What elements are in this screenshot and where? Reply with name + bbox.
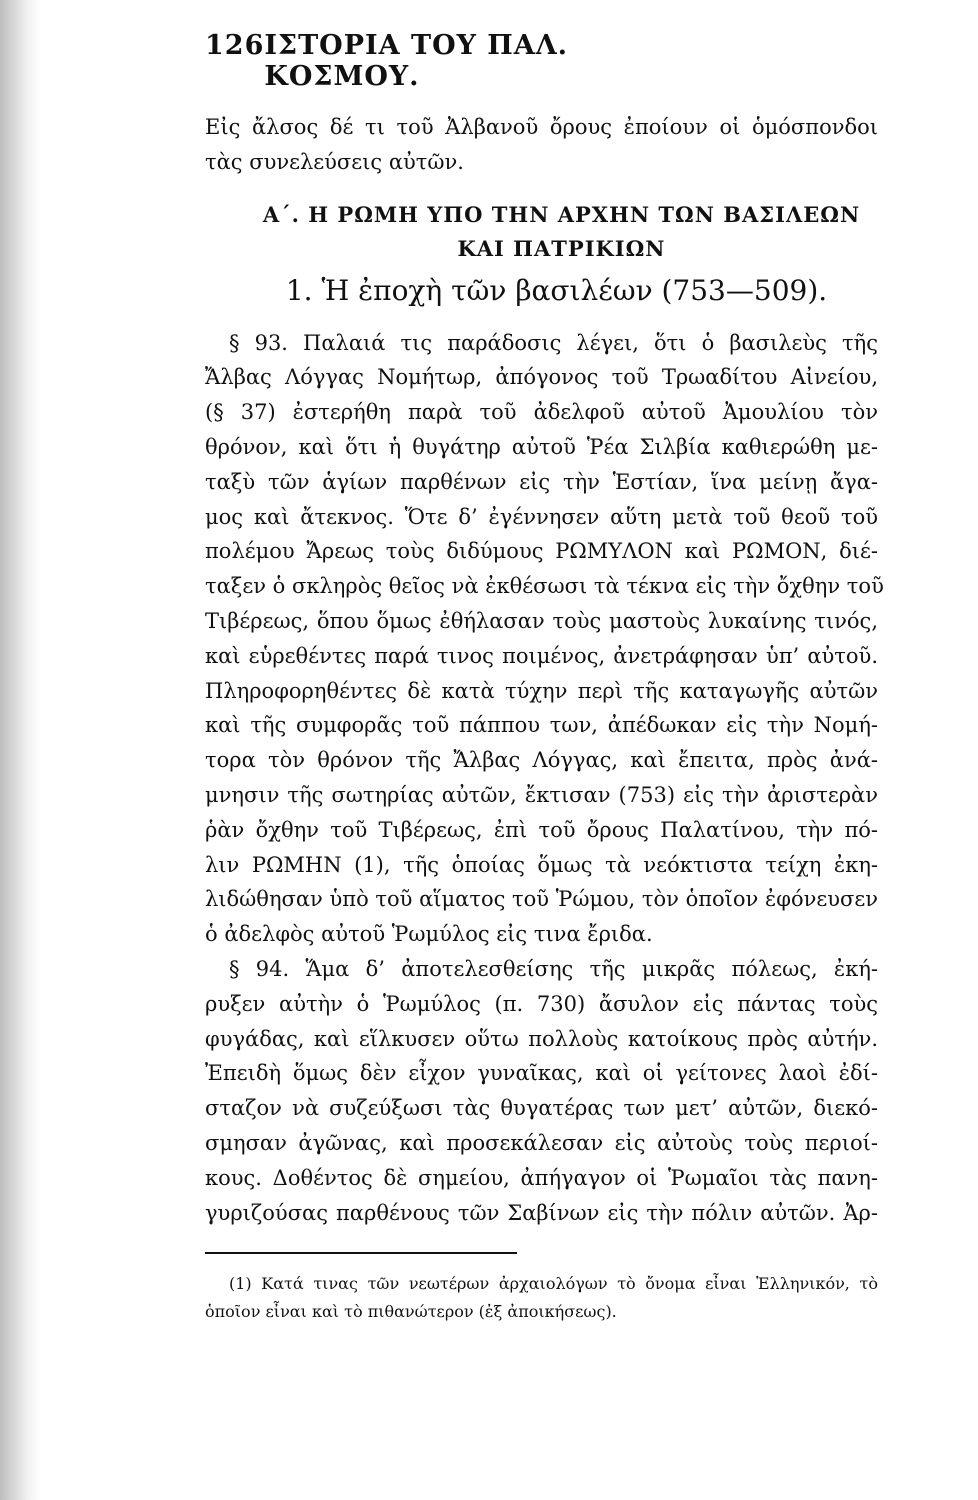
text-line: σμησαν ἀγῶνας, καὶ προσεκάλεσαν εἰς αὐτοὺς τοὺς περιοί- bbox=[205, 1130, 878, 1155]
text-line: ῥὰν ὄχθην τοῦ Τιβέρεως, ἐπὶ τοῦ ὄρους Παλατίνου, τὴν πό- bbox=[205, 817, 878, 842]
section-subheading: 1. Ἡ ἐποχὴ τῶν βασιλέων (753—509). bbox=[285, 273, 828, 307]
footnote bbox=[205, 1270, 878, 1326]
text-line: ταξὺ τῶν ἁγίων παρθένων εἰς τὴν Ἑστίαν, ἵνα μείνῃ ἄγα- bbox=[205, 469, 878, 494]
footnote-divider bbox=[205, 1252, 517, 1254]
text-line: Ἄλβας Λόγγας Νομήτωρ, ἀπόγονος τοῦ Τρωαδίτου Αἰνείου, bbox=[205, 365, 878, 390]
text-line: καὶ τῆς συμφορᾶς τοῦ πάππου των, ἀπέδωκαν εἰς τὴν Νομή- bbox=[205, 713, 878, 738]
text-line: σταζον νὰ συζεύξωσι τὰς θυγατέρας των μετ’ αὐτῶν, διεκό- bbox=[205, 1096, 878, 1121]
running-header bbox=[205, 30, 878, 92]
paragraph-94 bbox=[205, 952, 878, 1230]
text-line: λιδώθησαν ὑπὸ τοῦ αἵματος τοῦ Ῥώμου, τὸν ὁποῖον ἐφόνευσεν bbox=[205, 887, 878, 912]
text-line: θρόνον, καὶ ὅτι ἡ θυγάτηρ αὐτοῦ Ῥέα Σιλβία καθιερώθη με- bbox=[205, 434, 878, 459]
text-line: § 93. Παλαιά τις παράδοσις λέγει, ὅτι ὁ βασιλεὺς τῆς bbox=[229, 330, 878, 355]
text-line: τορα τὸν θρόνον τῆς Ἄλβας Λόγγας, καὶ ἔπειτα, πρὸς ἀνά- bbox=[205, 748, 878, 773]
text-line: ταξεν ὁ σκληρὸς θεῖος νὰ ἐκθέσωσι τὰ τέκνα εἰς τὴν ὄχθην τοῦ bbox=[205, 574, 884, 599]
text-line: ρυξεν αὐτὴν ὁ Ῥωμύλος (π. 730) ἄσυλον εἰς πάντας τοὺς bbox=[205, 991, 878, 1016]
text-line: τὰς συνελεύσεις αὐτῶν. bbox=[205, 149, 464, 174]
text-line: Ἐπειδὴ ὅμως δὲν εἶχον γυναῖκας, καὶ οἱ γείτονες λαοὶ ἐδί- bbox=[205, 1061, 878, 1086]
text-line: γυριζούσας παρθένους τῶν Σαβίνων εἰς τὴν πόλιν αὐτῶν. Ἀρ- bbox=[205, 1200, 878, 1225]
section-heading-continued: ΚΑΙ ΠΑΤΡΙΚΙΩΝ bbox=[457, 235, 666, 261]
text-line: Τιβέρεως, ὅπου ὅμως ἐθήλασαν τοὺς μαστοὺς λυκαίνης τινός, bbox=[205, 608, 878, 633]
text-line: (§ 37) ἐστερήθη παρὰ τοῦ ἀδελφοῦ αὐτοῦ Ἀμουλίου τὸν bbox=[205, 400, 878, 425]
text-line: φυγάδας, καὶ εἵλκυσεν οὕτω πολλοὺς κατοίκους πρὸς αὐτήν. bbox=[205, 1026, 878, 1051]
paragraph-93 bbox=[205, 326, 884, 952]
text-line: § 94. Ἅμα δ’ ἀποτελεσθείσης τῆς μικρᾶς πόλεως, ἐκή- bbox=[229, 956, 878, 981]
text-line: πολέμου Ἄρεως τοὺς διδύμους ΡΩΜΥΛΟΝ καὶ ΡΩΜΟΝ, διέ- bbox=[205, 539, 878, 564]
page-number: 126 bbox=[205, 30, 265, 61]
section-heading: Α΄. Η ΡΩΜΗ ΥΠΟ ΤΗΝ ΑΡΧΗΝ ΤΩΝ ΒΑΣΙΛΕΩΝ bbox=[262, 201, 861, 227]
footnote-line: ὁποῖον εἶναι καὶ τὸ πιθανώτερον (ἐξ ἀποικήσεως). bbox=[205, 1302, 617, 1322]
text-line: λιν ΡΩΜΗΝ (1), τῆς ὁποίας ὅμως τὰ νεόκτιστα τείχη ἐκη- bbox=[205, 852, 878, 877]
footnote-line: (1) Κατά τινας τῶν νεωτέρων ἀρχαιολόγων τὸ ὄνομα εἶναι Ἑλληνικόν, τὸ bbox=[229, 1274, 878, 1294]
text-line: ὁ ἀδελφὸς αὐτοῦ Ῥωμύλος εἰς τινα ἔριδα. bbox=[205, 922, 653, 947]
intro-text bbox=[205, 110, 878, 180]
text-line: κους. Δοθέντος δὲ σημείου, ἀπήγαγον οἱ Ῥωμαῖοι τὰς πανη- bbox=[205, 1165, 878, 1190]
text-line: Εἰς ἄλσος δέ τι τοῦ Ἀλβανοῦ ὄρους ἐποίουν οἱ ὁμόσπονδοι bbox=[205, 115, 878, 139]
page-binding-edge bbox=[0, 0, 40, 1500]
text-line: μνησιν τῆς σωτηρίας αὐτῶν, ἔκτισαν (753) εἰς τὴν ἀριστερὰν bbox=[205, 782, 878, 807]
text-line: Πληροφορηθέντες δὲ κατὰ τύχην περὶ τῆς καταγωγῆς αὐτῶν bbox=[205, 678, 878, 703]
running-title: ΙΣΤΟΡΙΑ ΤΟΥ ΠΑΛ. ΚΟΣΜΟΥ. bbox=[264, 30, 569, 92]
text-line: καὶ εὑρεθέντες παρά τινος ποιμένος, ἀνετράφησαν ὑπ’ αὐτοῦ. bbox=[205, 643, 878, 668]
text-line: μος καὶ ἄτεκνος. Ὅτε δ’ ἐγέννησεν αὕτη μετὰ τοῦ θεοῦ τοῦ bbox=[205, 504, 878, 529]
